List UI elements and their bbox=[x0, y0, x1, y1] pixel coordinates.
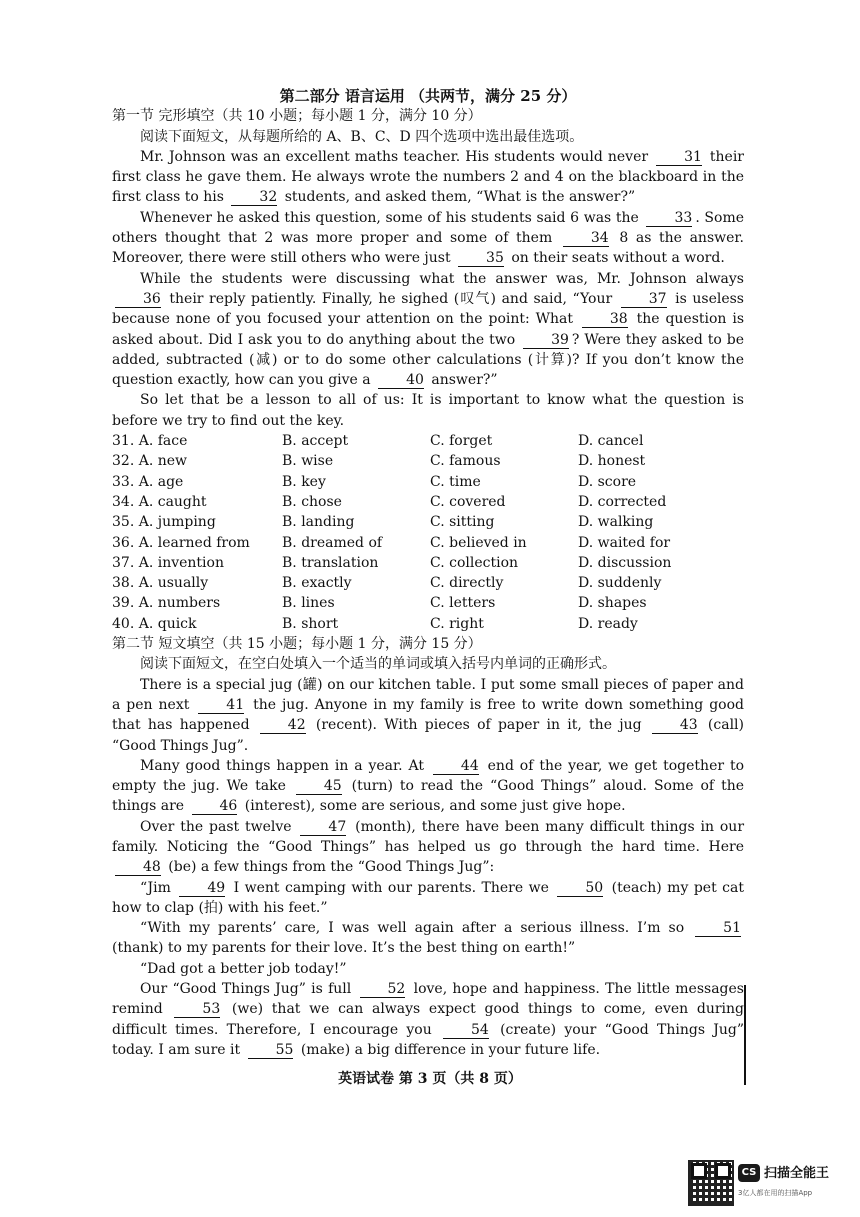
section1-title: 第一节 完形填空（共 10 小题；每小题 1 分，满分 10 分） bbox=[112, 108, 482, 125]
blank-38: 38 bbox=[582, 312, 628, 328]
blank-55: 55 bbox=[248, 1043, 294, 1059]
blank-51: 51 bbox=[695, 921, 741, 937]
scanner-brand: 扫描全能王 bbox=[764, 1166, 830, 1181]
passage-paragraph bbox=[112, 147, 744, 208]
blank-50: 50 bbox=[557, 881, 603, 897]
passage-paragraph bbox=[112, 675, 744, 756]
passage-text: (turn) to read the “Good Things” aloud. Some of the things are bbox=[112, 778, 744, 815]
blank-36: 36 bbox=[115, 292, 161, 308]
blank-44: 44 bbox=[433, 759, 479, 775]
option-32-D: D. honest bbox=[578, 453, 646, 470]
passage-text: Mr. Johnson was an excellent maths teacher. His students would never bbox=[140, 148, 654, 165]
passage-text: is useless because none of you focused your attention on the point: What bbox=[112, 290, 744, 328]
passage-text: Over the past twelve bbox=[140, 818, 298, 835]
option-37-A: 37. A. invention bbox=[112, 554, 224, 571]
option-39-C: C. letters bbox=[430, 595, 496, 612]
blank-47: 47 bbox=[300, 820, 346, 836]
passage-text: (teach) my pet cat how to clap (拍) with his feet.” bbox=[112, 879, 744, 916]
passage-text: love, hope and happiness. The little messages remind bbox=[112, 981, 744, 1018]
passage-paragraph bbox=[112, 878, 744, 919]
passage-text: (recent). With pieces of paper in it, the jug bbox=[308, 717, 649, 734]
option-36-B: B. dreamed of bbox=[282, 534, 383, 551]
passage-text: (interest), some are serious, and some just give hope. bbox=[240, 798, 626, 815]
option-33-B: B. key bbox=[282, 473, 326, 490]
option-36-D: D. waited for bbox=[578, 534, 671, 551]
passage-text: answer?” bbox=[426, 372, 498, 389]
option-35-A: 35. A. jumping bbox=[112, 514, 216, 531]
option-37-C: C. collection bbox=[430, 554, 519, 571]
option-31-C: C. forget bbox=[430, 433, 493, 450]
blank-40: 40 bbox=[378, 373, 424, 389]
qr-code-icon bbox=[688, 1160, 734, 1206]
option-33-C: C. time bbox=[430, 473, 481, 490]
section2-title: 第二节 短文填空（共 15 小题；每小题 1 分，满分 15 分） bbox=[112, 636, 482, 653]
scanner-tagline: 3亿人都在用的扫描App bbox=[738, 1189, 813, 1197]
section1-options bbox=[112, 431, 744, 634]
section2-passage bbox=[112, 675, 744, 1061]
passage-text: the question is asked about. Did I ask you to do anything about the two bbox=[112, 311, 744, 348]
option-33-D: D. score bbox=[578, 473, 637, 490]
passage-paragraph bbox=[112, 390, 744, 431]
passage-text: Our “Good Things Jug” is full bbox=[140, 981, 357, 998]
option-38-C: C. directly bbox=[430, 575, 504, 592]
passage-paragraph bbox=[112, 817, 744, 878]
passage-text: their reply patiently. Finally, he sighed (叹气) and said, “Your bbox=[163, 290, 618, 307]
option-39-D: D. shapes bbox=[578, 595, 647, 612]
blank-53: 53 bbox=[174, 1002, 220, 1018]
passage-paragraph bbox=[112, 979, 744, 1060]
option-31-D: D. cancel bbox=[578, 433, 644, 450]
blank-54: 54 bbox=[443, 1023, 489, 1039]
option-36-A: 36. A. learned from bbox=[112, 534, 250, 551]
passage-text: on their seats without a word. bbox=[506, 250, 725, 267]
passage-text: (call) “Good Things Jug”. bbox=[112, 717, 744, 754]
passage-paragraph bbox=[112, 918, 744, 959]
passage-text: (thank) to my parents for their love. It’s the best thing on earth!” bbox=[112, 940, 576, 957]
passage-text: So let that be a lesson to all of us: It is important to know what the question is before we try to find out the key. bbox=[112, 392, 744, 429]
blank-32: 32 bbox=[231, 190, 277, 206]
passage-text: (we) that we can always expect good things to come, even during difficult times. Therefore, I encourage you bbox=[112, 1001, 744, 1038]
blank-33: 33 bbox=[646, 211, 692, 227]
option-40-D: D. ready bbox=[578, 615, 638, 632]
option-34-C: C. covered bbox=[430, 493, 506, 510]
option-38-B: B. exactly bbox=[282, 575, 352, 592]
option-35-C: C. sitting bbox=[430, 514, 495, 531]
passage-text: While the students were discussing what the answer was, Mr. Johnson always bbox=[140, 270, 744, 287]
blank-31: 31 bbox=[656, 150, 702, 166]
blank-52: 52 bbox=[360, 982, 406, 998]
option-34-D: D. corrected bbox=[578, 493, 667, 510]
option-34-B: B. chose bbox=[282, 493, 342, 510]
passage-text: I went camping with our parents. There we bbox=[228, 879, 555, 896]
blank-39: 39 bbox=[523, 333, 569, 349]
option-32-A: 32. A. new bbox=[112, 453, 188, 470]
section2-instruction: 阅读下面短文，在空白处填入一个适当的单词或填入括号内单词的正确形式。 bbox=[140, 656, 616, 673]
option-39-B: B. lines bbox=[282, 595, 335, 612]
passage-text: (make) a big difference in your future life. bbox=[296, 1041, 601, 1058]
passage-text: . Some others thought that 2 was more proper and some of them bbox=[112, 209, 745, 247]
passage-paragraph bbox=[112, 959, 744, 979]
passage-text: (create) your “Good Things Jug” today. I am sure it bbox=[112, 1021, 744, 1058]
blank-46: 46 bbox=[192, 799, 238, 815]
option-39-A: 39. A. numbers bbox=[112, 595, 221, 612]
option-31-B: B. accept bbox=[282, 433, 349, 450]
blank-48: 48 bbox=[115, 860, 161, 876]
option-32-C: C. famous bbox=[430, 453, 501, 470]
blank-49: 49 bbox=[179, 881, 225, 897]
passage-text: There is a special jug (罐) on our kitchen table. I put some small pieces of paper and a pen next bbox=[112, 676, 744, 713]
passage-text: Many good things happen in a year. At bbox=[140, 757, 430, 774]
passage-paragraph bbox=[112, 269, 744, 391]
blank-42: 42 bbox=[260, 718, 306, 734]
passage-paragraph bbox=[112, 208, 744, 269]
option-38-D: D. suddenly bbox=[578, 575, 662, 592]
passage-text: end of the year, we get together to empty the jug. We take bbox=[112, 757, 744, 795]
passage-text: 8 as the answer. Moreover, there were still others who were just bbox=[112, 230, 744, 267]
blank-45: 45 bbox=[296, 779, 342, 795]
passage-text: (month), there have been many difficult things in our family. Noticing the “Good Things” has helped us go through the hard time. Here bbox=[112, 818, 745, 855]
passage-text: the jug. Anyone in my family is free to write down something good that has happened bbox=[112, 696, 744, 734]
option-33-A: 33. A. age bbox=[112, 473, 184, 490]
option-36-C: C. believed in bbox=[430, 534, 527, 551]
option-37-B: B. translation bbox=[282, 554, 379, 571]
section1-passage bbox=[112, 147, 744, 431]
passage-text: “With my parents’ care, I was well again after a serious illness. I’m so bbox=[140, 920, 693, 937]
passage-text: “Jim bbox=[140, 879, 177, 896]
page-content bbox=[112, 86, 744, 1060]
blank-35: 35 bbox=[458, 251, 504, 267]
blank-37: 37 bbox=[621, 292, 667, 308]
option-37-D: D. discussion bbox=[578, 554, 672, 571]
passage-text: Whenever he asked this question, some of his students said 6 was the bbox=[140, 209, 644, 226]
blank-41: 41 bbox=[198, 698, 244, 714]
option-35-B: B. landing bbox=[282, 514, 355, 531]
option-38-A: 38. A. usually bbox=[112, 575, 209, 592]
passage-text: ? Were they asked to be added, subtracted (减) or to do some other calculations (计算)? If you don’t know the question exactly, how can you give a bbox=[112, 331, 744, 389]
option-35-D: D. walking bbox=[578, 514, 654, 531]
passage-text: “Dad got a better job today!” bbox=[140, 960, 347, 977]
option-32-B: B. wise bbox=[282, 453, 334, 470]
passage-text: (be) a few things from the “Good Things Jug”: bbox=[163, 859, 495, 876]
passage-paragraph bbox=[112, 756, 744, 817]
option-34-A: 34. A. caught bbox=[112, 493, 207, 510]
passage-text: students, and asked them, “What is the answer?” bbox=[280, 189, 636, 206]
passage-text: their first class he gave them. He always wrote the numbers 2 and 4 on the blackboard in the first class to his bbox=[112, 148, 744, 206]
cs-logo: CS bbox=[738, 1164, 760, 1182]
option-40-A: 40. A. quick bbox=[112, 615, 197, 632]
option-40-B: B. short bbox=[282, 615, 339, 632]
part-heading: 第二部分 语言运用 （共两节，满分 25 分） bbox=[279, 87, 577, 105]
section1-instruction: 阅读下面短文，从每题所给的 A、B、C、D 四个选项中选出最佳选项。 bbox=[140, 128, 584, 145]
blank-43: 43 bbox=[652, 718, 698, 734]
option-40-C: C. right bbox=[430, 615, 484, 632]
scanner-watermark bbox=[688, 1160, 853, 1206]
option-31-A: 31. A. face bbox=[112, 433, 188, 450]
blank-34: 34 bbox=[563, 231, 609, 247]
page-footer: 英语试卷 第 3 页（共 8 页） bbox=[338, 1071, 522, 1087]
